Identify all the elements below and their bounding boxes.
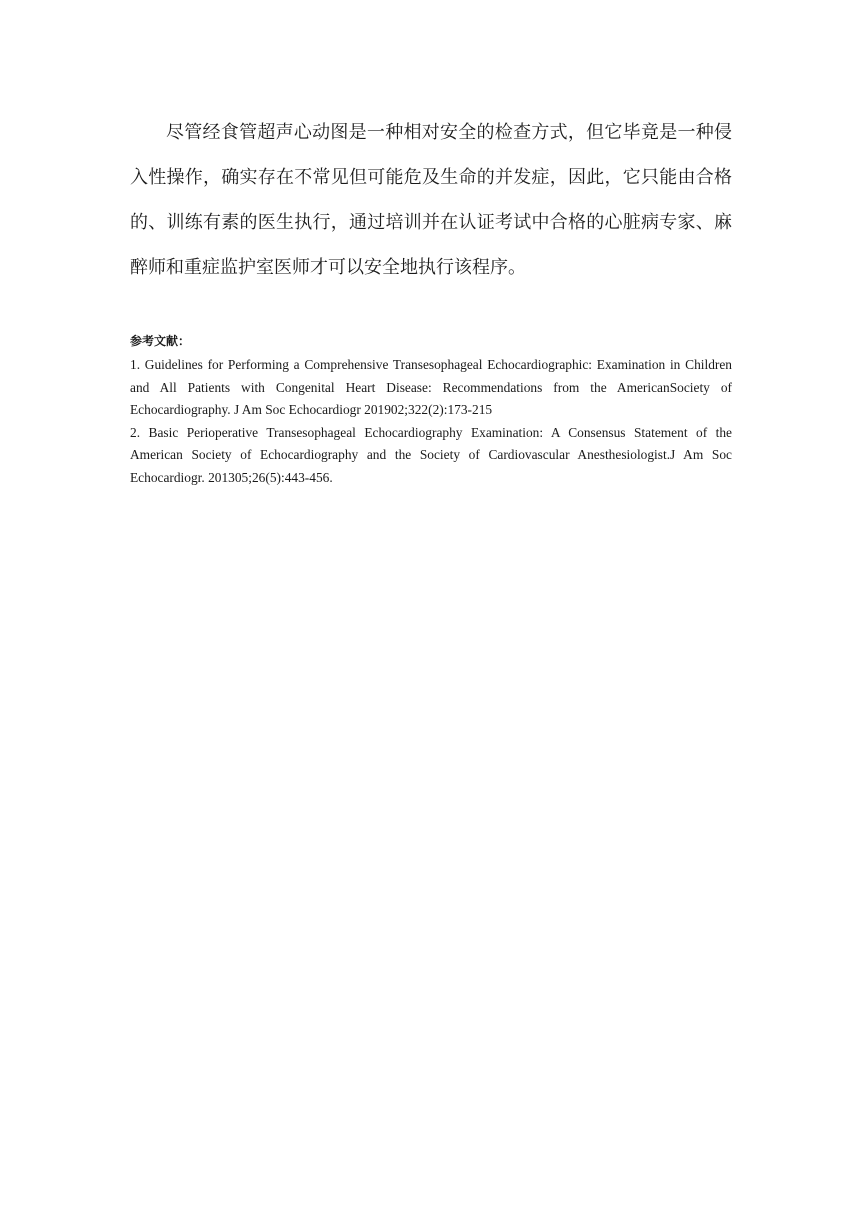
reference-item-2: 2. Basic Perioperative Transesophageal Echocardiography Examination: A Consensus Statement of the American Society of Echocardiography and the Society of Cardiovascular Anesthesiologist.J Am Soc Echocardiogr. 201305;26(5):443-456.: [130, 424, 732, 485]
body-paragraph: 尽管经食管超声心动图是一种相对安全的检查方式，但它毕竟是一种侵入性操作，确实存在不常见但可能危及生命的并发症，因此，它只能由合格的、训练有素的医生执行，通过培训并在认证考试中合格的心脏病专家、麻醉师和重症监护室医师才可以安全地执行该程序。: [130, 122, 732, 278]
references-section: [130, 331, 732, 489]
references-heading: 参考文献：: [130, 334, 191, 348]
reference-item-1: 1. Guidelines for Performing a Comprehensive Transesophageal Echocardiographic: Examination in Children and All Patients with Congenital Heart Disease: Recommendations from the AmericanSociety of Echocardiography. J Am Soc Echocardiogr 201902;322(2):173-215: [130, 357, 732, 417]
